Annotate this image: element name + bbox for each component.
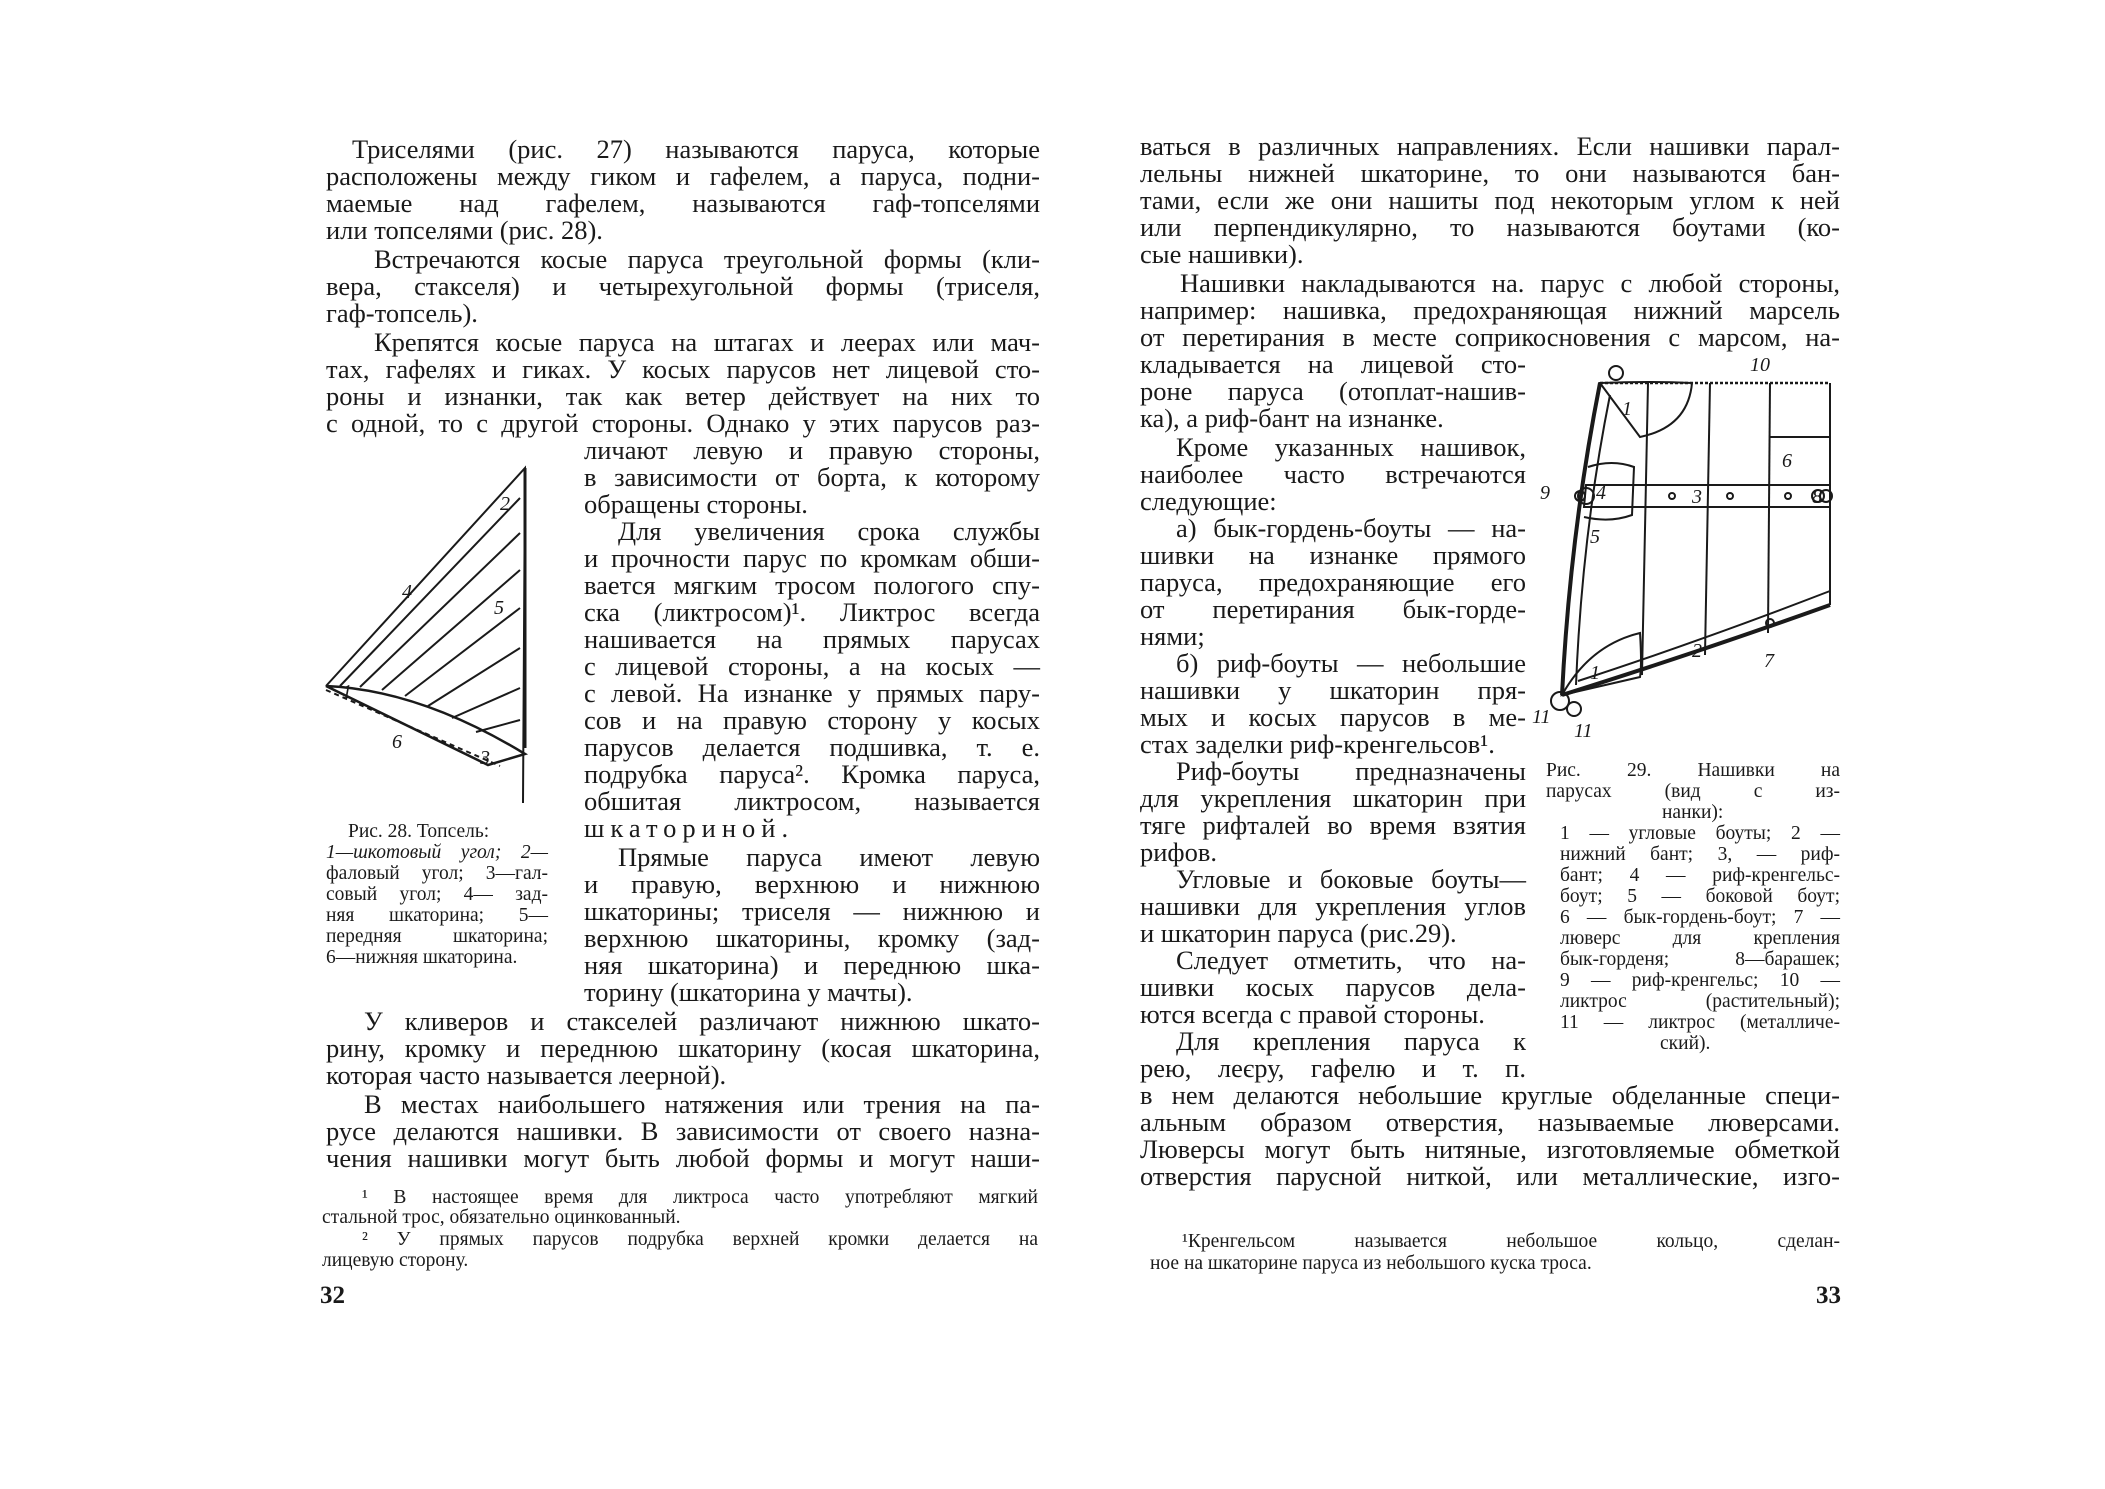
text-line: тяге рифталей во время взятия: [1140, 810, 1526, 840]
footnote-line: ¹Кренгельсом называется небольшое кольцо, сделан-: [1182, 1231, 1840, 1252]
text-line: ка), а риф-бант на изнанке.: [1140, 403, 1444, 433]
fig29-label: 11: [1574, 720, 1593, 742]
fig28-label: 3: [480, 747, 490, 769]
fig29-label: 7: [1764, 650, 1774, 672]
fig29-caption-line: 9 — риф-кренгельс; 10 —: [1560, 970, 1840, 991]
text-line: нашивки у шкаторин пря-: [1140, 675, 1526, 705]
text-line: мых и косых парусов в ме-: [1140, 702, 1526, 732]
fig29-caption-title: Рис. 29. Нашивки на: [1546, 760, 1840, 781]
fig29-caption-line: 1 — угловые боуты; 2 —: [1560, 823, 1840, 844]
fig29-label: 1: [1590, 662, 1600, 684]
text-line: и правую, верхнюю и нижнюю: [584, 869, 1040, 899]
text-line: и прочности парус по кромкам обши-: [584, 543, 1040, 573]
text-line: гаф-топсель).: [326, 298, 478, 328]
text-line: Крепятся косые паруса на штагах и леерах или мач-: [374, 327, 1040, 357]
fig29-caption-line: ский).: [1660, 1033, 1711, 1054]
text-line: роны и изнанки, так как ветер действует на них то: [326, 381, 1040, 411]
text-line: ются всегда с правой стороны.: [1140, 999, 1485, 1029]
text-line: Прямые паруса имеют левую: [618, 842, 1040, 872]
fig28-caption-line: няя шкаторина; 5—: [326, 905, 548, 926]
sail-patches-figure: [1530, 355, 1840, 745]
text-line: нями;: [1140, 621, 1205, 651]
text-line: Риф-боуты предназначены: [1176, 756, 1526, 786]
fig28-caption-title: Рис. 28. Топсель:: [348, 821, 490, 842]
fig29-label: 3: [1692, 486, 1702, 508]
text-line: шкаториной.: [584, 813, 795, 843]
footnote-line: ное на шкаторине паруса из небольшого куска троса.: [1150, 1253, 1592, 1274]
fig29-caption-line: люверс для крепления: [1560, 928, 1840, 949]
fig29-caption-line: бант; 4 — риф-кренгельс-: [1560, 865, 1840, 886]
page-number: 33: [1816, 1282, 1841, 1309]
text-line: от перетирания в месте соприкосновения с марсом, на-: [1140, 322, 1840, 352]
text-line: и шкаторин паруса (рис.29).: [1140, 918, 1457, 948]
fig29-caption-line: 6 — бык-гордень-боут; 7 —: [1560, 907, 1840, 928]
text-line: рифов.: [1140, 837, 1217, 867]
text-line: с лицевой стороны, а на косых —: [584, 651, 1040, 681]
text-line: в нем делаются небольшие круглые обделанные специ-: [1140, 1080, 1840, 1110]
fig29-caption-line: парусах (вид с из-: [1546, 781, 1840, 802]
text-line: или перпендикулярно, то называются боутами (ко-: [1140, 212, 1840, 242]
fig29-label: 5: [1590, 526, 1600, 548]
text-line: личают левую и правую стороны,: [584, 435, 1040, 465]
text-line: парусов делается подшивка, т. е.: [584, 732, 1040, 762]
text-line: альным образом отверстия, называемые люверсами.: [1140, 1107, 1840, 1137]
text-line: шивки косых парусов дела-: [1140, 972, 1526, 1002]
text-line: маемые над гафелем, называются гаф-топселями: [326, 188, 1040, 218]
fig29-label: 4: [1596, 482, 1606, 504]
fig29-label: 8: [1812, 486, 1822, 508]
text-line: обращены стороны.: [584, 489, 808, 519]
text-line: ваться в различных направлениях. Если нашивки парал-: [1140, 131, 1840, 161]
fig29-label: 2: [1692, 640, 1702, 662]
text-line: няя шкаторина) и переднюю шка-: [584, 950, 1040, 980]
text-line: верхнюю шкаторины, кромку (зад-: [584, 923, 1040, 953]
fig29-label: 10: [1750, 355, 1770, 376]
text-line: лельны нижней шкаторине, то они называются бан-: [1140, 158, 1840, 188]
fig29-caption-line: боут; 5 — боковой боут;: [1560, 886, 1840, 907]
text-line: Для крепления паруса к: [1176, 1026, 1526, 1056]
text-line: сов и на правую сторону у косых: [584, 705, 1040, 735]
text-line: Угловые и боковые боуты—: [1176, 864, 1526, 894]
fig29-label: 9: [1540, 482, 1550, 504]
text-line: Триселями (рис. 27) называются паруса, которые: [352, 134, 1040, 164]
text-line: торину (шкаторина у мачты).: [584, 977, 913, 1007]
topsail-figure: [320, 458, 540, 803]
text-line: Следует отметить, что на-: [1176, 945, 1526, 975]
text-line: нашивки для укрепления углов: [1140, 891, 1526, 921]
text-line: кладывается на лицевой сто-: [1140, 349, 1526, 379]
text-line: например: нашивка, предохраняющая нижний марсель: [1140, 295, 1840, 325]
footnote-line: лицевую сторону.: [322, 1250, 469, 1271]
text-line: стах заделки риф-кренгельсов¹.: [1140, 729, 1495, 759]
text-line: расположены между гиком и гафелем, а паруса, подни-: [326, 161, 1040, 191]
text-line: б) риф-боуты — небольшие: [1176, 648, 1526, 678]
fig28-label: 4: [402, 581, 412, 603]
text-line: а) бык-гордень-боуты — на-: [1176, 513, 1526, 543]
text-line: обшитая ликтросом, называется: [584, 786, 1040, 816]
text-line: тах, гафелях и гиках. У косых парусов нет лицевой сто-: [326, 354, 1040, 384]
fig28-caption-line: 6—нижняя шкаторина.: [326, 947, 518, 968]
text-line: Нашивки накладываются на. парус с любой стороны,: [1180, 268, 1840, 298]
fig28-label: 5: [494, 597, 504, 619]
fig29-caption-line: ликтрос (растительный);: [1560, 991, 1840, 1012]
fig28-caption-line: совый угол; 4— зад-: [326, 884, 548, 905]
text-line: подрубка паруса². Кромка паруса,: [584, 759, 1040, 789]
page-number: 32: [320, 1282, 345, 1309]
fig28-label: 1: [342, 681, 352, 703]
footnote-line: стальной трос, обязательно оцинкованный.: [322, 1207, 681, 1228]
text-line: В местах наибольшего натяжения или трения на па-: [364, 1089, 1040, 1119]
fig28-label: 2: [500, 493, 510, 515]
text-line: тами, если же они нашиты под некоторым углом к ней: [1140, 185, 1840, 215]
fig29-label: 6: [1782, 450, 1792, 472]
text-line: шкаторины; триселя — нижнюю и: [584, 896, 1040, 926]
fig29-caption-line: 11 — ликтрос (металличе-: [1560, 1012, 1840, 1033]
text-line: паруса, предохраняющие его: [1140, 567, 1526, 597]
text-line: чения нашивки могут быть любой формы и могут наши-: [326, 1143, 1040, 1173]
fig29-caption-line: нижний бант; 3, — риф-: [1560, 844, 1840, 865]
text-line: Кроме указанных нашивок,: [1176, 432, 1526, 462]
text-line: рину, кромку и переднюю шкаторину (косая шкаторина,: [326, 1033, 1040, 1063]
fig28-label: 6: [392, 731, 402, 753]
text-line: сые нашивки).: [1140, 239, 1304, 269]
text-line: русе делаются нашивки. В зависимости от своего назна-: [326, 1116, 1040, 1146]
text-line: следующие:: [1140, 486, 1277, 516]
text-line: У кливеров и стакселей различают нижнюю шкато-: [364, 1006, 1040, 1036]
fig29-caption-line: нанки):: [1662, 802, 1724, 823]
text-line: Для увеличения срока службы: [618, 516, 1040, 546]
text-line: вается мягким тросом пологого спу-: [584, 570, 1040, 600]
text-line: ска (ликтросом)¹. Ликтрос всегда: [584, 597, 1040, 627]
fig28-caption-line: 1—шкотовый угол; 2—: [326, 842, 548, 863]
text-line: с одной, то с другой стороны. Однако у этих парусов раз-: [326, 408, 1040, 438]
text-line: или топселями (рис. 28).: [326, 215, 603, 245]
fig28-caption-line: фаловый угол; 3—гал-: [326, 863, 548, 884]
text-line: шивки на изнанке прямого: [1140, 540, 1526, 570]
fig28-caption-line: передняя шкаторина;: [326, 926, 548, 947]
text-line: Люверсы могут быть нитяные, изготовляемые обметкой: [1140, 1134, 1840, 1164]
text-line: для укрепления шкаторин при: [1140, 783, 1526, 813]
footnote-line: ¹ В настоящее время для ликтроса часто употребляют мягкий: [362, 1187, 1038, 1208]
text-line: от перетирания бык-горде-: [1140, 594, 1526, 624]
footnote-line: ² У прямых парусов подрубка верхней кромки делается на: [362, 1229, 1038, 1250]
text-line: с левой. На изнанке у прямых пару-: [584, 678, 1040, 708]
text-line: наиболее часто встречаются: [1140, 459, 1526, 489]
text-line: в зависимости от борта, к которому: [584, 462, 1040, 492]
fig29-caption-line: бык-горденя; 8—барашек;: [1560, 949, 1840, 970]
fig29-label: 1: [1622, 398, 1632, 420]
text-line: роне паруса (отоплат-нашив-: [1140, 376, 1526, 406]
text-line: отверстия парусной ниткой, или металлические, изго-: [1140, 1161, 1840, 1191]
text-line: нашивается на прямых парусах: [584, 624, 1040, 654]
text-line: рею, леєру, гафелю и т. п.: [1140, 1053, 1526, 1083]
fig29-label: 11: [1532, 706, 1551, 728]
text-line: Встречаются косые паруса треугольной формы (кли-: [374, 244, 1040, 274]
text-line: вера, стакселя) и четырехугольной формы (триселя,: [326, 271, 1040, 301]
text-line: которая часто называется леерной).: [326, 1060, 727, 1090]
